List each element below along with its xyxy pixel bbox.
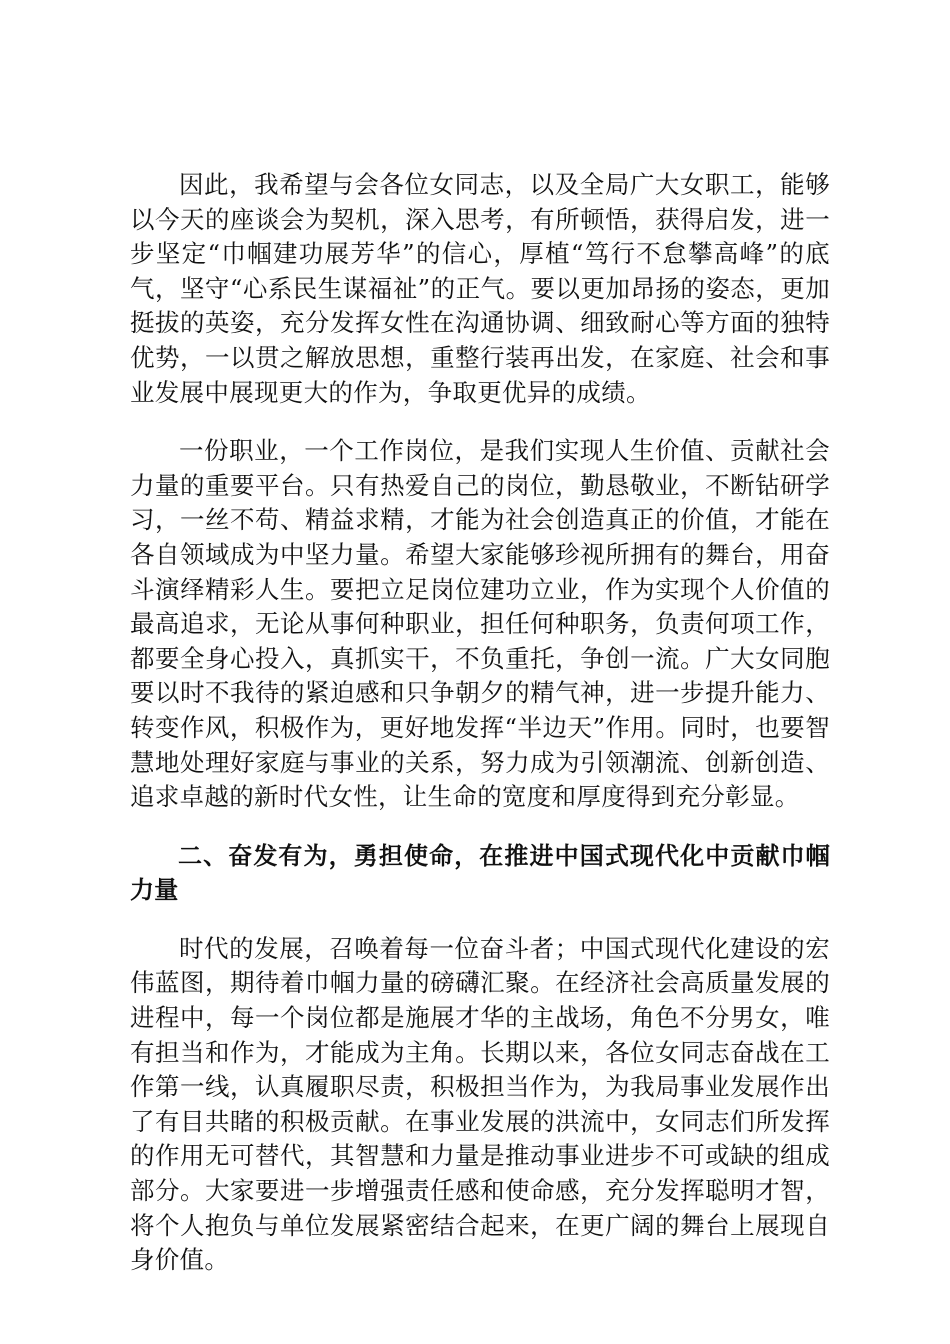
body-paragraph: 时代的发展，召唤着每一位奋斗者；中国式现代化建设的宏伟蓝图，期待着巾帼力量的磅礴汇聚。在经济社会高质量发展的进程中，每一个岗位都是施展才华的主战场，角色不分男女，唯有担当和作为，才能成为主角。长期以来，各位女同志奋战在工作第一线，认真履职尽责，积极担当作为，为我局事业发展作出了有目共睹的积极贡献。在事业发展的洪流中，女同志们所发挥的作用无可替代，其智慧和力量是推动事业进步不可或缺的组成部分。大家要进一步增强责任感和使命感，充分发挥聪明才智，将个人抱负与单位发展紧密结合起来，在更广阔的舞台上展现自身价值。 xyxy=(130,933,830,1275)
document-body xyxy=(130,168,830,1302)
section-heading: 二、奋发有为，勇担使命，在推进中国式现代化中贡献巾帼力量 xyxy=(130,841,830,905)
body-paragraph: 一份职业，一个工作岗位，是我们实现人生价值、贡献社会力量的重要平台。只有热爱自己的岗位，勤恳敬业，不断钻研学习，一丝不苟、精益求精，才能为社会创造真正的价值，才能在各自领域成为中坚力量。希望大家能够珍视所拥有的舞台，用奋斗演绎精彩人生。要把立足岗位建功立业，作为实现个人价值的最高追求，无论从事何种职业，担任何种职务，负责何项工作，都要全身心投入，真抓实干，不负重托，争创一流。广大女同胞要以时不我待的紧迫感和只争朝夕的精气神，进一步提升能力、转变作风，积极作为，更好地发挥“半边天”作用。同时，也要智慧地处理好家庭与事业的关系，努力成为引领潮流、创新创造、追求卓越的新时代女性，让生命的宽度和厚度得到充分彰显。 xyxy=(130,436,830,812)
body-paragraph: 因此，我希望与会各位女同志，以及全局广大女职工，能够以今天的座谈会为契机，深入思考，有所顿悟，获得启发，进一步坚定“巾帼建功展芳华”的信心，厚植“笃行不怠攀高峰”的底气，坚守“心系民生谋福祉”的正气。要以更加昂扬的姿态，更加挺拔的英姿，充分发挥女性在沟通协调、细致耐心等方面的独特优势，一以贯之解放思想，重整行装再出发，在家庭、社会和事业发展中展现更大的作为，争取更优异的成绩。 xyxy=(130,170,830,407)
